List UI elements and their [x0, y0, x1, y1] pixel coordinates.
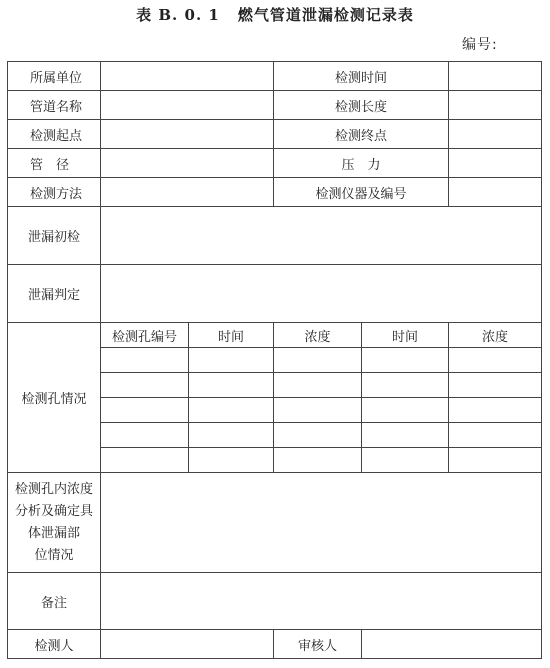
info-label: 管 径 — [8, 149, 101, 178]
time-cell[interactable] — [189, 423, 274, 448]
time-cell[interactable] — [189, 398, 274, 423]
analysis-value-cell[interactable] — [101, 473, 542, 573]
remarks-value-cell[interactable] — [101, 573, 542, 630]
info-value-cell[interactable] — [101, 149, 274, 178]
concentration-cell[interactable] — [449, 373, 542, 398]
concentration-cell[interactable] — [274, 373, 362, 398]
analysis-label — [8, 473, 101, 573]
column-header: 浓度 — [274, 323, 362, 348]
time-cell[interactable] — [362, 423, 449, 448]
leak-initial-row — [8, 207, 542, 265]
info-value-cell[interactable] — [101, 91, 274, 120]
serial-number-label: 编号: — [462, 37, 498, 53]
leak-initial-label: 泄漏初检 — [8, 207, 101, 265]
hole-number-cell[interactable] — [101, 448, 189, 473]
info-value-cell[interactable] — [101, 178, 274, 207]
hole-number-cell[interactable] — [101, 423, 189, 448]
hole-number-cell[interactable] — [101, 398, 189, 423]
time-cell[interactable] — [362, 398, 449, 423]
info-value-cell[interactable] — [449, 62, 542, 91]
info-value-cell[interactable] — [101, 120, 274, 149]
inspection-record-table — [7, 61, 542, 659]
info-row — [8, 62, 542, 91]
info-label: 检测时间 — [274, 62, 449, 91]
column-header: 检测孔编号 — [101, 323, 189, 348]
info-value-cell[interactable] — [449, 149, 542, 178]
info-row — [8, 120, 542, 149]
remarks-label: 备注 — [8, 573, 101, 630]
concentration-cell[interactable] — [274, 398, 362, 423]
leak-judgement-row — [8, 265, 542, 323]
time-cell[interactable] — [362, 348, 449, 373]
info-value-cell[interactable] — [449, 178, 542, 207]
holes-header-row — [8, 323, 542, 348]
column-header: 时间 — [189, 323, 274, 348]
inspector-value-cell[interactable] — [101, 630, 274, 659]
concentration-cell[interactable] — [274, 448, 362, 473]
signature-row — [8, 630, 542, 659]
info-label: 检测终点 — [274, 120, 449, 149]
table-code: 表 B. 0. 1 — [136, 6, 220, 24]
analysis-label-line: 检测孔内浓度 — [14, 481, 93, 497]
concentration-cell[interactable] — [449, 423, 542, 448]
info-row — [8, 149, 542, 178]
analysis-label-line: 体泄漏部 — [27, 525, 80, 541]
hole-number-cell[interactable] — [101, 348, 189, 373]
concentration-cell[interactable] — [274, 348, 362, 373]
concentration-cell[interactable] — [449, 398, 542, 423]
info-row — [8, 91, 542, 120]
info-label: 所属单位 — [8, 62, 101, 91]
table-title: 燃气管道泄漏检测记录表 — [237, 6, 414, 24]
info-value-cell[interactable] — [449, 120, 542, 149]
leak-judgement-value-cell[interactable] — [101, 265, 542, 323]
analysis-label-line: 位情况 — [34, 547, 74, 563]
hole-number-cell[interactable] — [101, 373, 189, 398]
info-label: 检测起点 — [8, 120, 101, 149]
time-cell[interactable] — [189, 373, 274, 398]
leak-initial-value-cell[interactable] — [101, 207, 542, 265]
time-cell[interactable] — [362, 448, 449, 473]
remarks-row — [8, 573, 542, 630]
time-cell[interactable] — [362, 373, 449, 398]
reviewer-label: 审核人 — [274, 630, 362, 659]
info-label: 检测仪器及编号 — [274, 178, 449, 207]
info-value-cell[interactable] — [101, 62, 274, 91]
concentration-cell[interactable] — [449, 448, 542, 473]
info-value-cell[interactable] — [449, 91, 542, 120]
leak-judgement-label: 泄漏判定 — [8, 265, 101, 323]
analysis-row — [8, 473, 542, 573]
holes-label: 检测孔情况 — [8, 323, 101, 473]
concentration-cell[interactable] — [449, 348, 542, 373]
concentration-cell[interactable] — [274, 423, 362, 448]
inspector-label: 检测人 — [8, 630, 101, 659]
reviewer-value-cell[interactable] — [362, 630, 542, 659]
info-label: 检测方法 — [8, 178, 101, 207]
time-cell[interactable] — [189, 348, 274, 373]
time-cell[interactable] — [189, 448, 274, 473]
info-row — [8, 178, 542, 207]
info-label: 压 力 — [274, 149, 449, 178]
column-header: 浓度 — [449, 323, 542, 348]
page-title — [0, 4, 550, 25]
info-label: 检测长度 — [274, 91, 449, 120]
column-header: 时间 — [362, 323, 449, 348]
analysis-label-line: 分析及确定具 — [14, 503, 93, 519]
info-label: 管道名称 — [8, 91, 101, 120]
